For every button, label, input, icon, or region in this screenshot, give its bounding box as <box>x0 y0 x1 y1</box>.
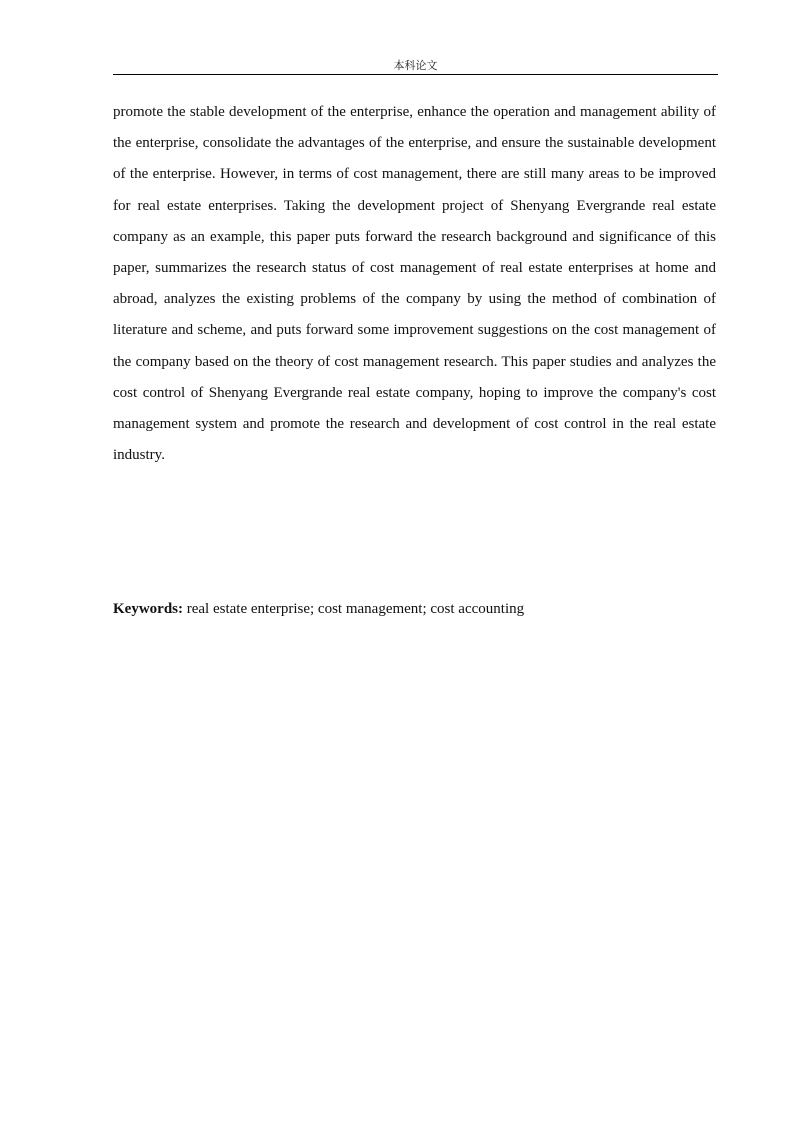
abstract-paragraph: promote the stable development of the enterprise, enhance the operation and management ability of the enterprise, consolidate the advantages of the enterprise, and ensure the sustainable development of the enterprise. However, in terms of cost management, there are still many areas to be improved for real estate enterprises. Taking the development project of Shenyang Evergrande real estate company as an example, this paper puts forward the research background and significance of this paper, summarizes the research status of cost management of real estate enterprises at home and abroad, analyzes the existing problems of the company by using the method of combination of literature and scheme, and puts forward some improvement suggestions on the cost management of the company based on the theory of cost management research. This paper studies and analyzes the cost control of Shenyang Evergrande real estate company, hoping to improve the company's cost management system and promote the research and development of cost control in the real estate industry. <box>113 104 716 464</box>
keywords-label: Keywords: <box>113 601 183 617</box>
page-header <box>113 56 718 75</box>
keywords-text: real estate enterprise; cost management; cost accounting <box>183 601 525 617</box>
keywords-line <box>113 597 716 621</box>
header-title: 本科论文 <box>393 59 438 72</box>
